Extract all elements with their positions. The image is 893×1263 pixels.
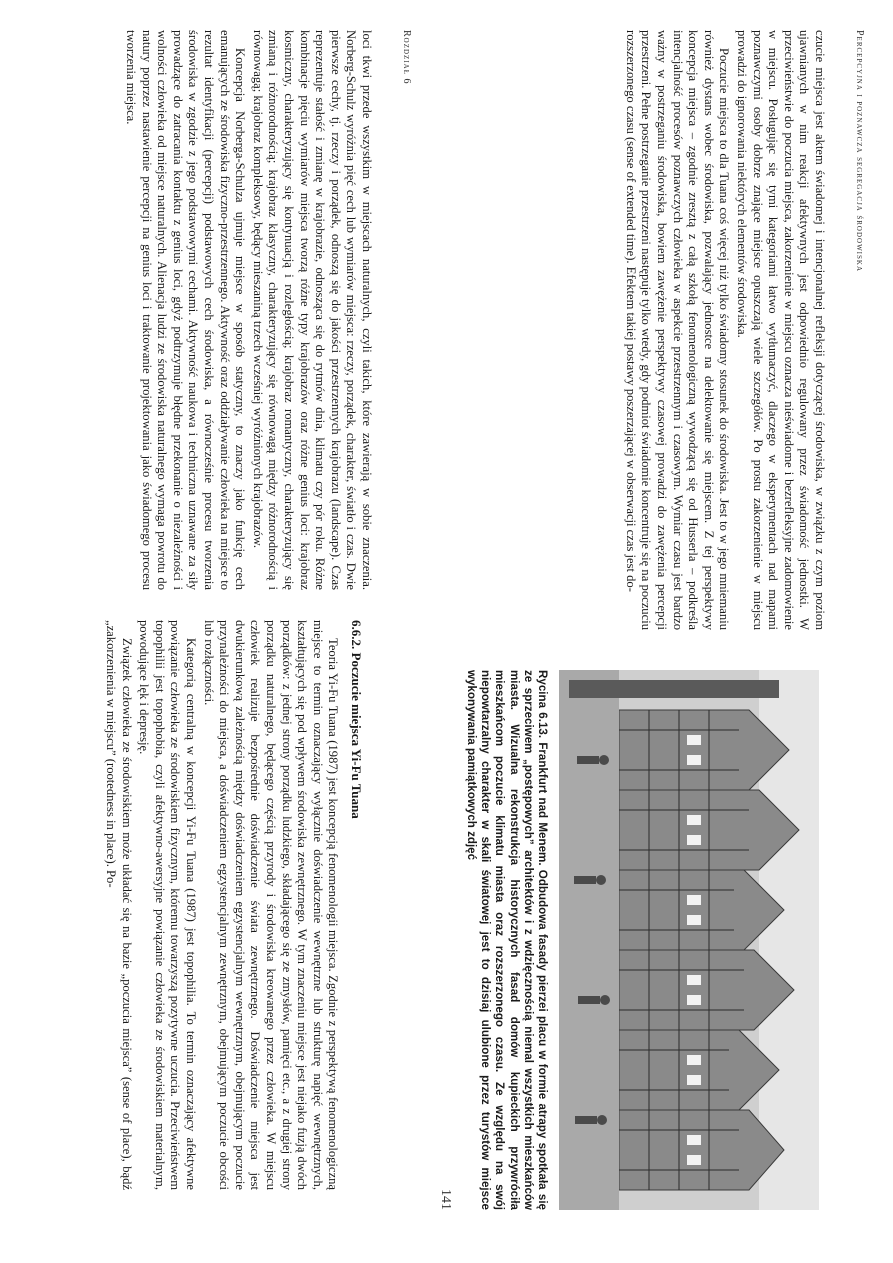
chapter-header: Rozdział 6 [401, 30, 412, 85]
figure-caption: Rycina 6.13. Frankfurt nad Menem. Odbudowa fasady pierzei placu w formie atrapy spotkała się ze sprzeciwem „postępowych” architektów i z wdzięcznością niemal wszystkich mieszkańców miasta. Wizualna rekonstrukcja historycznych fasad domów kupieckich przywróciła mieszkańcom poczucie klimatu miasta oraz rozszerzonego czasu. Ze względu na swój niepowtarzalny charakter w skali światowej jest to dzisiaj ulubione przez turystów miejsce wykonywania pamiątkowych zdjęć [464, 670, 549, 1210]
left-column-1 [121, 30, 375, 590]
right-column-1 [620, 30, 827, 630]
page-header [845, 30, 865, 1210]
paragraph: Związek człowieka ze środowiskiem może układać się na bazie „poczucia miejsca” (sense of place), bądź „zakorzenienia w miejscu” (rootedness in place). Po- [104, 620, 134, 1190]
paragraph: czucie miejsca jest aktem świadomej i intencjonalnej refleksji dotyczącej środowiska, w związku z czym poziom ujawnianych w nim reakcji afektywnych jest odpowiednio regulowany przez świadomość jednostki. W przeciwieństwie do poczucia miejsca, zakorzenienie w miejscu oznacza nieświadome i bezrefleksyjne zadomowienie w miejscu. Posługując się tymi kategoriami łatwo wytłumaczyć, dlaczego w eksperymentach nad mapami poznawczymi osoby dobrze znające miejsce opuszczają wiele szczegółów. Po prostu zakorzenienie w miejscu prowadzi do ignorowania niektórych elementów środowiska. [735, 30, 827, 630]
page-number: 141 [438, 1189, 453, 1210]
page-header [392, 30, 412, 1210]
paragraph: Kategorią centralną w koncepcji Yi-Fu Tuana (1987) jest topophilia. To termin oznaczający afektywne powiązanie człowieka ze środowiskiem fizycznym, któremu towarzyszą pozytywne uczucia. Przeciwieństwem topophilii jest topophobia, czyli afektywno-awersyjne powiązanie człowieka ze środowiskiem materialnym, powodujące lęk i depresję. [137, 620, 199, 1190]
book-header: Percepcyjna i poznawcza segregacja środowiska [854, 30, 865, 273]
left-page [0, 30, 412, 1210]
right-page [438, 30, 865, 1210]
paragraph: Poczucie miejsca to dla Tuana coś więcej niż tylko świadomy stosunek do środowiska. Jest to w jego mniemaniu również dystans wobec środowiska, pozwalający jednostce na delektowanie się miejscem. Z tej perspektywy koncepcja miejsca – zgodnie zresztą z całą szkołą fenomenologiczną wywodzącą się od Husserla – podkreśla intencjalność procesów poznawczych człowieka w aspekcie przestrzennym i czasowym. Wymiar czasu jest bardzo ważny w postrzeganiu środowiska, bowiem zawężenie perspektywy czasowej prowadzi do zawężenia percepcji przestrzeni. Pełne postrzeganie przestrzeni następuje tylko wtedy, gdy podmiot świadomie koncentruje się na poczuciu rozszerzonego czasu (sense of extended time). Efektem takiej postawy poszerzającej w obserwacji czas jest do- [623, 30, 732, 630]
paragraph: Koncepcja Norberga-Schulza ujmuje miejsce w sposób statyczny, to znaczy jako funkcję cech emanujących ze środowiska fizyczno-przestrzennego. Aktywność oraz oddziaływanie człowieka na miejsce to rezultat identyfikacji (percepcji) podstawowych cech środowiska, a równocześnie procesu tworzenia środowiska w zgodzie z jego podstawowymi cechami. Aktywność naukowa i techniczna uznawane za siły prowadzące do zatracania kontaktu z genius loci, gdyż podtrzymuje błędne przekonanie o niezależności i wolności człowieka od miejsce naturalnych. Alienacja ludzi ze środowiska naturalnego wymaga powrotu do natury poprzez nastawienie percepcji na genius loci i traktowanie projektowania jako świadomego procesu tworzenia miejsca. [124, 30, 248, 590]
frankfurt-square-photo [559, 670, 819, 1210]
section-heading: 6.6.2. Poczucie miejsca Yi-Fu Tuana [349, 620, 364, 819]
paragraph: Teoria Yi-Fu Tuana (1987) jest koncepcją fenomenologii miejsca. Zgodnie z perspektywą fenomenologiczną miejsce to termin oznaczający wyłącznie doświadczenie wewnętrzne lub strukturę napięć wewnętrznych, kształtujących się pod wpływem środowiska zewnętrznego. W tym znaczeniu miejsce jest niejako fuzją dwóch porządków: z jednej strony porządku ludzkiego, składającego się ze zmysłów, pamięci etc., a z drugiej strony porządku naturalnego, będącego częścią przyrody i środowiska kreowanego przez człowieka. W miejscu człowiek realizuje bezpośrednie doświadczenie świata zewnętrznego. Doświadczenie miejsca jest dwukierunkową zależnością między doświadczeniem egzystencjalnym wewnętrznym, obejmującym poczucie przynależności do miejsca, a doświadczeniem egzystencjalnym zewnętrznym, obejmującym poczucie obcości lub rozłączności. [201, 620, 341, 1190]
paragraph: loci tkwi przede wszystkim w miejscach naturalnych, czyli takich, które zawierają w sobie znaczenia. Norberg-Schulz wyróżnia pięć cech lub wymiarów miejsca: rzeczy, porządek, charakter, światło i czas. Dwie pierwsze cechy, tj. rzeczy i porządek, odnoszą się do jakości przestrzennych krajobrazu (landscape). Czas reprezentuje stałość i zmianę w krajobrazie, odnosząca się do rytmów dnia, klimatu czy pór roku. Różne kombinacje pięciu wymiarów miejsca tworzą różne typy krajobrazów oraz różne genius loci: krajobraz kosmiczny, charakteryzujący się kontynuacją i rozległością; krajobraz romantyczny, charakteryzujący się zmianą i różnorodnością; krajobraz klasyczny, charakteryzujący się równowagą między różnorodnością i równowagą; krajobraz kompleksowy, będący mieszaniną trzech wcześniej wyróżnionych krajobrazów. [250, 30, 374, 590]
left-column-2 [101, 620, 375, 1190]
right-column-2 [464, 670, 827, 1210]
figure-photo [559, 670, 819, 1210]
